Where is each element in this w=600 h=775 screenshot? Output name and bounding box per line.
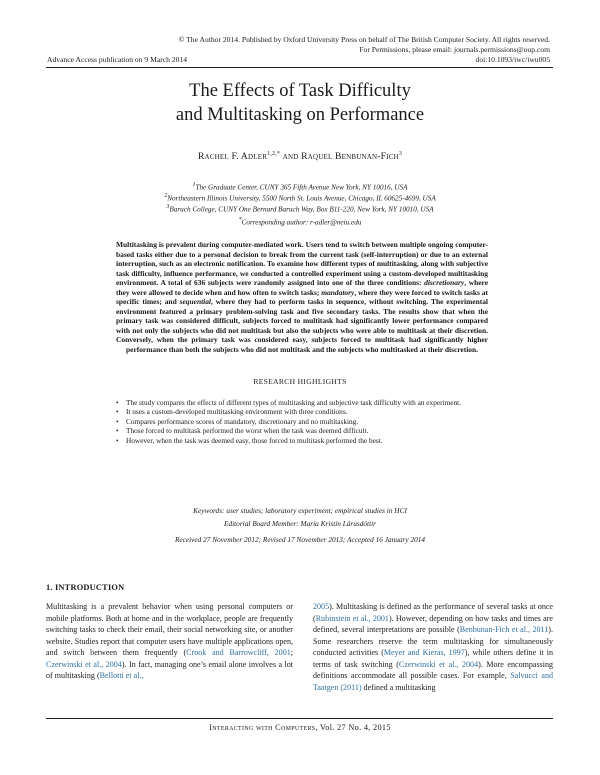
journal-name: Interacting with Computers xyxy=(209,723,316,732)
abstract-text: , where they were forced to switch tasks at specific times; and xyxy=(116,287,488,307)
paper-title xyxy=(0,79,600,127)
author-conjunction: and xyxy=(282,151,299,163)
author-list xyxy=(0,151,600,162)
permissions-line: For Permissions, please email: journals.permissions@oup.com xyxy=(359,45,550,54)
journal-volume: , Vol. 27 No. 4, 2015 xyxy=(315,723,391,732)
citation-link[interactable]: Salvucci and Taatgen (2011) xyxy=(313,671,553,692)
body-column-right xyxy=(313,601,553,693)
bullet-icon: • xyxy=(116,407,119,417)
advance-access-line: Advance Access publication on 9 March 2014 xyxy=(47,55,188,64)
citation-link[interactable]: Benbunan-Fich et al., 2011 xyxy=(459,625,549,635)
author-2-affiliation-marks: 3 xyxy=(398,151,403,157)
bullet-icon: • xyxy=(116,426,119,436)
keywords: Keywords: user studies; laboratory experiment; empirical studies in HCI xyxy=(193,506,407,515)
research-highlights-list xyxy=(116,398,500,445)
abstract xyxy=(116,240,488,355)
author-1-affiliation-marks: 1,2,* xyxy=(267,151,281,157)
editorial-board-member: Editorial Board Member: Maria Kristín Lárusdóttir xyxy=(224,519,376,528)
abstract-term: discretionary xyxy=(424,278,465,288)
highlight-item xyxy=(116,436,500,445)
affiliation-number: 3 xyxy=(166,204,170,210)
doi-link[interactable]: doi:10.1093/iwc/iwu005 xyxy=(475,55,550,64)
body-text: ). In fact, managing one’s email alone involves a lot of multitasking ( xyxy=(46,659,294,681)
author-1: Rachel F. Adler xyxy=(197,151,268,163)
title-line-1: The Effects of Task Difficulty xyxy=(189,81,411,101)
body-text: ). However, depending on how tasks and times are defined, several interpretations are possible ( xyxy=(313,613,553,635)
citation-link[interactable]: Rubinstein et al., 2001 xyxy=(315,613,389,623)
highlight-item xyxy=(116,417,500,426)
affiliation-text: The Graduate Center, CUNY 365 Fifth Avenue New York, NY 10016, USA xyxy=(195,183,408,192)
affiliation-text: Baruch College, CUNY One Bernard Baruch Way, Box B11-220, New York, NY 10010, USA xyxy=(169,205,434,214)
header-rule xyxy=(46,67,553,68)
citation-link[interactable]: 2005 xyxy=(313,602,330,611)
abstract-text: , where they were allowed to decide when and how often to switch tasks; xyxy=(116,278,489,297)
body-column-left xyxy=(46,601,293,682)
copyright-line: © The Author 2014. Published by Oxford University Press on behalf of The British Computer Society. All rights reserved. xyxy=(178,35,550,44)
citation-link[interactable]: Meyer and Kieras, 1997 xyxy=(383,648,465,658)
highlight-text: However, when the task was deemed easy, those forced to multitask performed the best. xyxy=(126,435,383,445)
author-2: Raquel Benbunan-Fich xyxy=(301,151,399,163)
abstract-term: mandatory xyxy=(321,287,355,297)
section-heading-introduction: 1. INTRODUCTION xyxy=(46,583,125,592)
footer-rule xyxy=(46,718,553,719)
abstract-text: , where they had to perform tasks in sequence, without switching. The experimental environment featured a primary problem-solving task and five secondary tasks. The results show that when the primary task was considered difficult, subjects forced to multitask had significantly lower performance compared with not only the subjects who did not multitask but also the subjects who were able to multitask at their discretion. Conversely, when the primary task was considered easy, subjects forced to multitask had significantly higher performance than both the subjects who did not multitask and the subjects who multitasked at their discretion. xyxy=(116,297,488,355)
journal-footer xyxy=(0,723,600,732)
body-text: ; xyxy=(290,648,293,658)
highlight-item xyxy=(116,398,500,407)
affiliation-number: 1 xyxy=(192,182,196,188)
bullet-icon: • xyxy=(116,435,119,445)
highlight-text: Those forced to multitask performed the worst when the task was deemed difficult. xyxy=(126,426,369,436)
abstract-term: sequential xyxy=(179,297,211,307)
citation-link[interactable]: Czerwinski et al., 2004 xyxy=(398,659,479,669)
body-text: ). Multitasking is defined as the performance of several tasks at once ( xyxy=(313,602,553,623)
body-text: defined a multitasking xyxy=(361,682,436,692)
bullet-icon: • xyxy=(116,416,119,426)
corresponding-text: Corresponding author: r-adler@neiu.edu xyxy=(241,218,362,227)
affiliation-text: Northeastern Illinois University, 5500 North St. Louis Avenue, Chicago, IL 60625-4699, USA xyxy=(167,194,436,203)
body-text: ). Some researchers reserve the term multitasking for simultaneously conducted activities ( xyxy=(313,625,553,658)
affiliation-3 xyxy=(0,202,600,214)
highlight-item xyxy=(116,407,500,416)
bullet-icon: • xyxy=(116,398,119,407)
corresponding-author xyxy=(0,215,600,227)
title-line-2: and Multitasking on Performance xyxy=(175,105,425,125)
citation-link[interactable]: Czerwinski et al., 2004 xyxy=(46,659,122,669)
citation-link[interactable]: Crook and Barrowcliff, 2001 xyxy=(186,648,291,658)
highlight-text: It uses a custom-developed multitasking environment with three conditions. xyxy=(126,407,348,417)
abstract-text: Multitasking is prevalent during computer-mediated work. Users tend to switch between multiple ongoing computer-based tasks either due to a personal decision to break from the current task (self-interruption) or due to an external interruption, such as an electronic notification. To examine how different types of multitasking, along with subjective task difficulty, influence performance, we conducted a controlled experiment using a custom-developed multitasking environment. A total of 636 subjects were randomly assigned into one of the three conditions: xyxy=(116,240,488,288)
body-text: ), while others define it in terms of task switching ( xyxy=(313,648,553,669)
citation-link[interactable]: Bellotti et al., xyxy=(99,671,144,681)
highlight-text: Compares performance scores of mandatory, discretionary and no multitasking. xyxy=(126,416,359,426)
body-text: ). More encompassing definitions accommodate all possible cases. For example, xyxy=(313,659,554,681)
research-highlights-heading: RESEARCH HIGHLIGHTS xyxy=(253,377,347,386)
corresponding-mark: * xyxy=(238,217,242,223)
highlight-item xyxy=(116,426,500,435)
affiliation-number: 2 xyxy=(164,193,168,199)
body-text: Multitasking is a prevalent behavior when using personal computers or mobile platforms. Both at home and in the workplace, people are frequently switching tasks to check their email, their social networking site, or another website. Studies report that computer users have multiple applications open, and switch between them frequently ( xyxy=(46,602,293,658)
highlight-text: The study compares the effects of different types of multitasking and subjective task difficulty with an experiment. xyxy=(126,398,461,407)
received-dates: Received 27 November 2012; Revised 17 November 2013; Accepted 16 January 2014 xyxy=(174,535,426,544)
